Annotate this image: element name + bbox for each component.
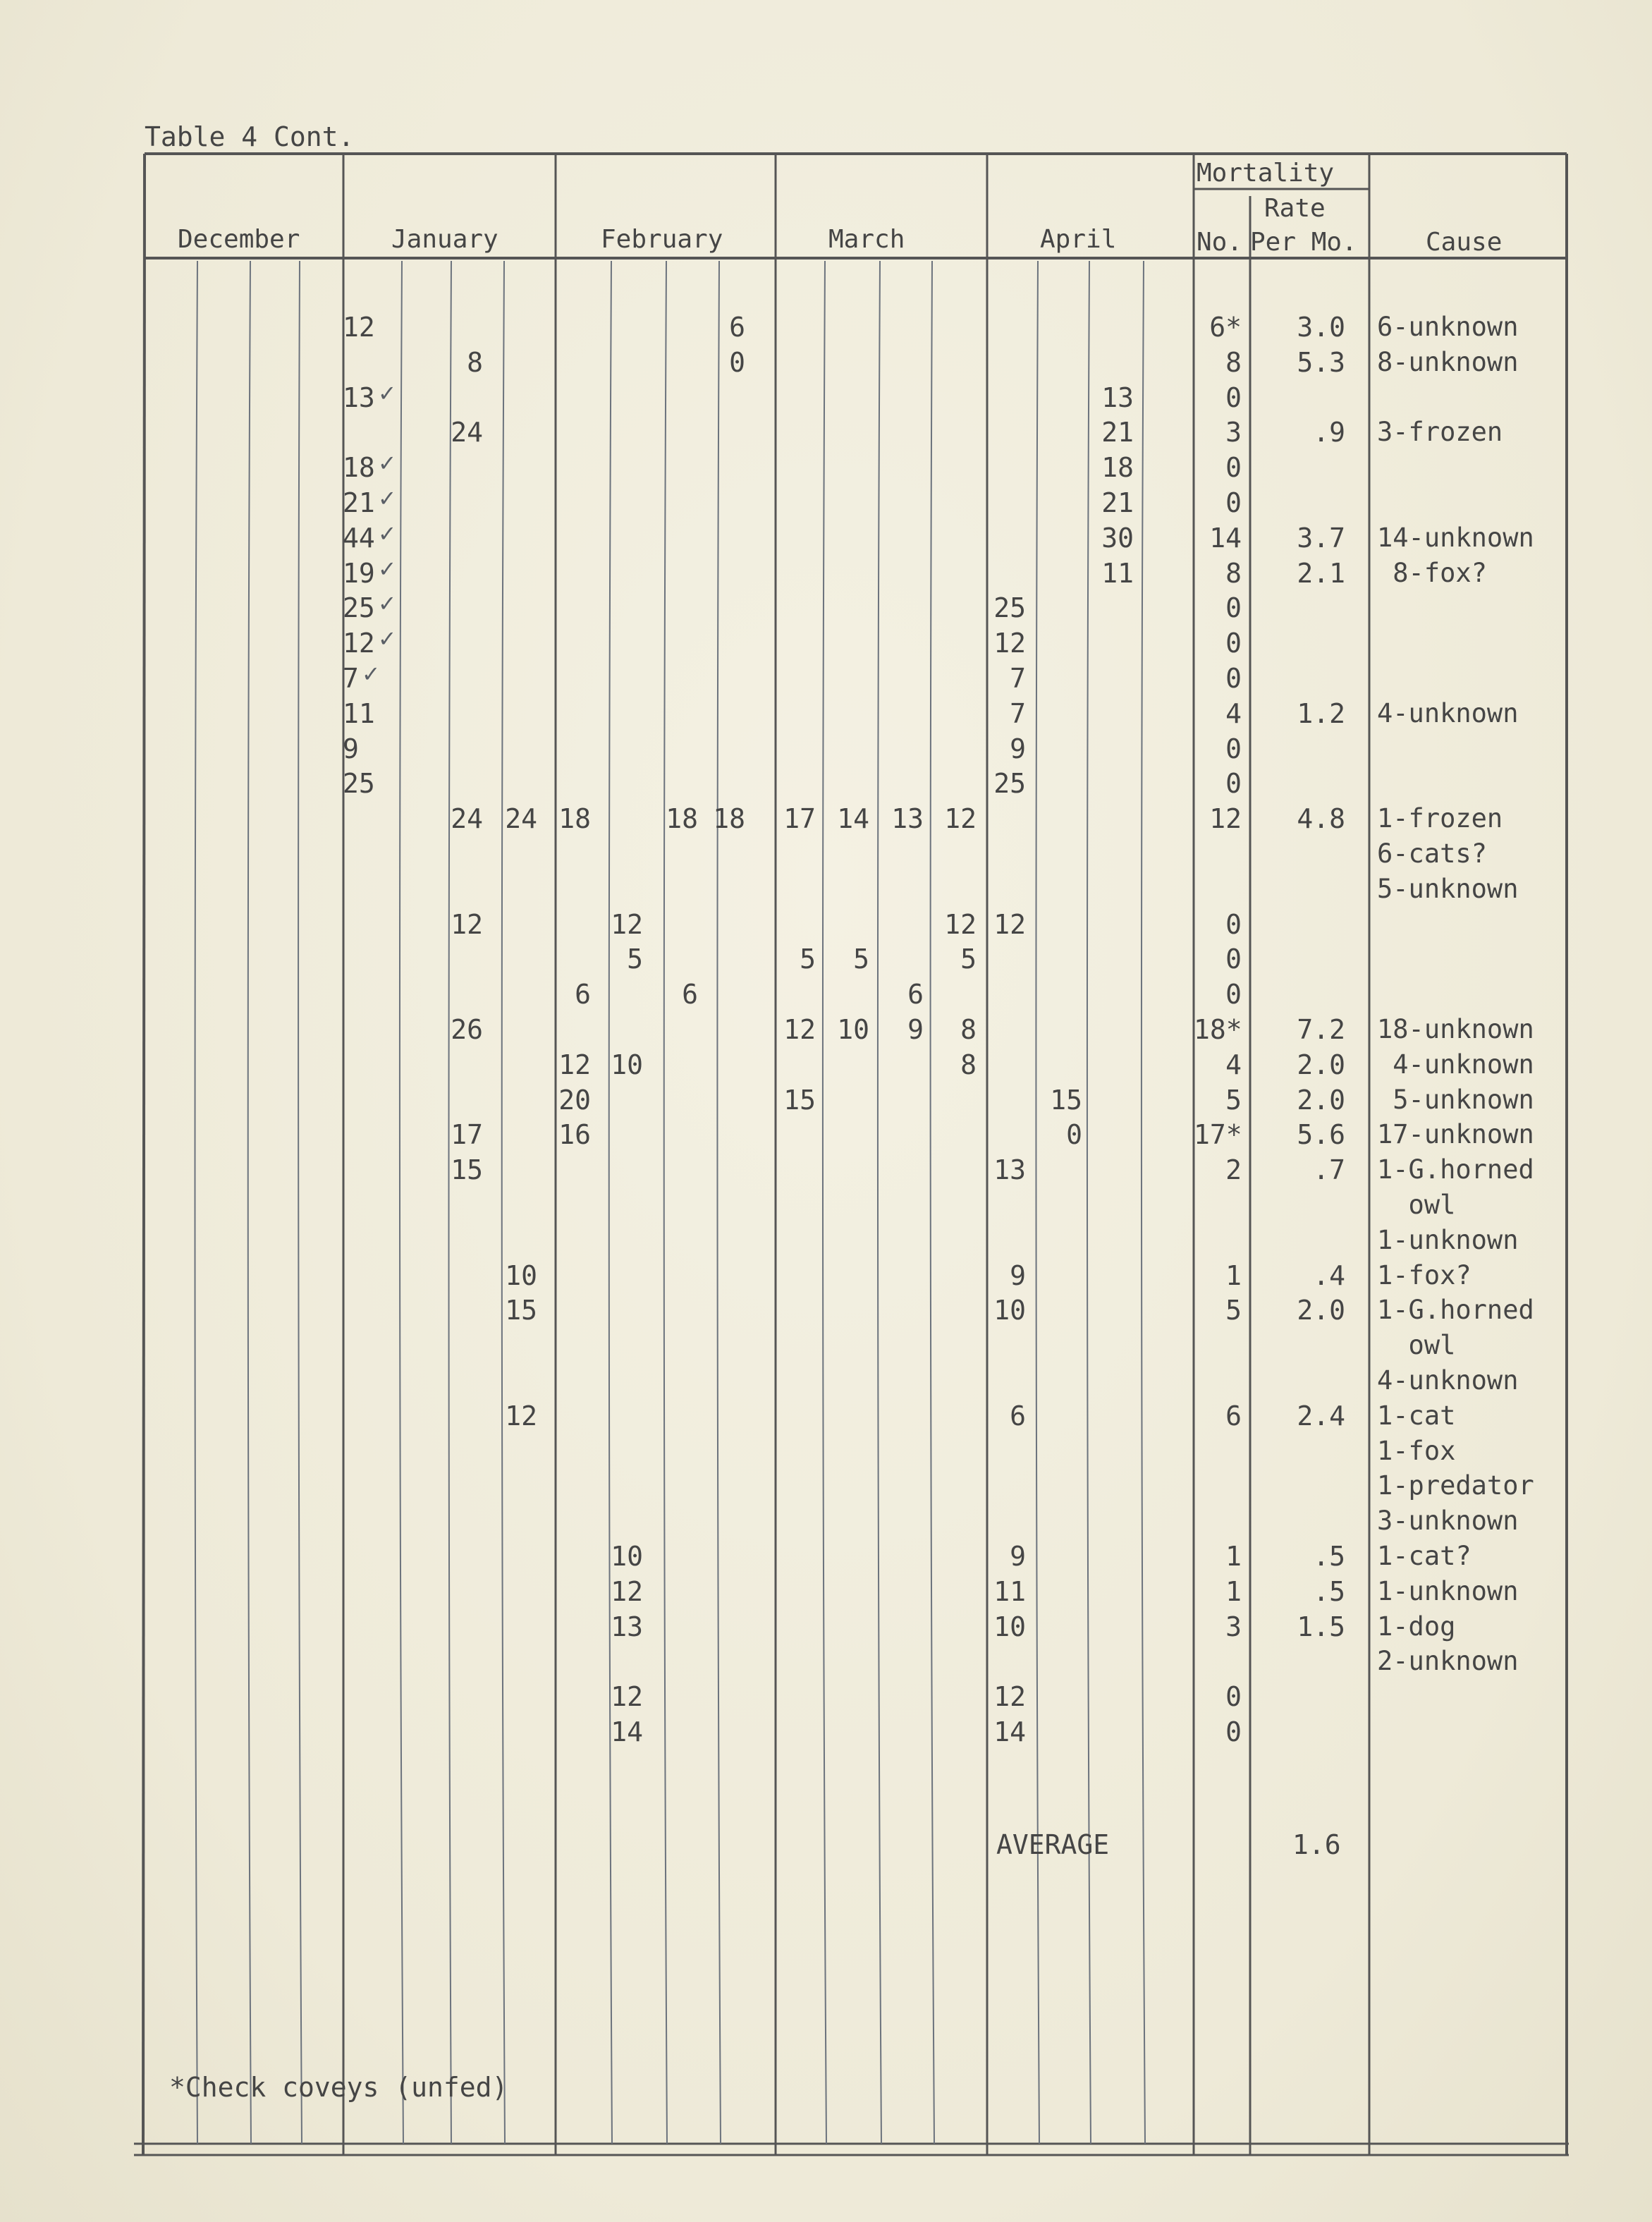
mortality-rate: 4.8 bbox=[1297, 803, 1345, 835]
footnote: *Check coveys (unfed) bbox=[169, 2072, 508, 2103]
cause-text: 1-G.horned bbox=[1377, 1295, 1534, 1326]
mortality-number: 0 bbox=[1225, 381, 1242, 413]
table-cell: 24 bbox=[451, 803, 483, 835]
table-cell: 20 bbox=[558, 1084, 591, 1116]
mortality-rate: 2.0 bbox=[1297, 1295, 1345, 1326]
check-mark-icon: ✓ bbox=[379, 448, 395, 478]
table-cell: 21 bbox=[343, 487, 375, 518]
mortality-rate: 2.1 bbox=[1297, 557, 1345, 589]
table-cell: 10 bbox=[837, 1014, 869, 1045]
mortality-rate: .5 bbox=[1313, 1575, 1345, 1607]
cause-text: owl bbox=[1377, 1190, 1456, 1220]
table-cell: 15 bbox=[783, 1084, 816, 1116]
table-cell: 21 bbox=[1101, 487, 1134, 518]
table-cell: 18 bbox=[1101, 452, 1134, 484]
check-mark-icon: ✓ bbox=[363, 659, 379, 688]
table-cell: 12 bbox=[343, 628, 375, 659]
mortality-number: 0 bbox=[1225, 733, 1242, 764]
table-cell: 26 bbox=[451, 1014, 483, 1045]
cause-text: 1-unknown bbox=[1377, 1575, 1519, 1606]
table-cell: 14 bbox=[837, 803, 869, 835]
header-january: January bbox=[391, 225, 498, 254]
cause-text: 8-fox? bbox=[1377, 557, 1487, 588]
table-cell: 25 bbox=[343, 592, 375, 624]
cause-text: 1-predator bbox=[1377, 1470, 1534, 1501]
table-cell: 25 bbox=[993, 592, 1026, 624]
cause-text: 4-unknown bbox=[1377, 1365, 1519, 1396]
table-cell: 7 bbox=[1010, 663, 1026, 694]
cause-text: 6-cats? bbox=[1377, 838, 1487, 869]
table-cell: 12 bbox=[611, 908, 643, 940]
table-cell: 9 bbox=[907, 1014, 924, 1045]
header-rate-line2: Per Mo. bbox=[1250, 228, 1357, 257]
cause-text: owl bbox=[1377, 1330, 1456, 1361]
mortality-number: 0 bbox=[1225, 628, 1242, 659]
table-cell: 17 bbox=[451, 1119, 483, 1151]
table-cell: 18 bbox=[666, 803, 698, 835]
mortality-rate: 5.6 bbox=[1297, 1119, 1345, 1151]
table-cell: 7 bbox=[1010, 697, 1026, 729]
table-cell: 21 bbox=[1101, 417, 1134, 448]
table-cell: 24 bbox=[505, 803, 537, 835]
mortality-rate: 2.0 bbox=[1297, 1084, 1345, 1116]
mortality-number: 6* bbox=[1209, 312, 1242, 343]
cause-text: 1-frozen bbox=[1377, 803, 1503, 834]
mortality-number: 5 bbox=[1225, 1295, 1242, 1326]
cause-text: 3-unknown bbox=[1377, 1506, 1519, 1537]
cause-text: 1-fox bbox=[1377, 1435, 1456, 1466]
mortality-number: 0 bbox=[1225, 768, 1242, 800]
header-mortality: Mortality bbox=[1197, 159, 1335, 188]
mortality-number: 0 bbox=[1225, 944, 1242, 975]
cause-text: 18-unknown bbox=[1377, 1014, 1534, 1044]
table-cell: 13 bbox=[343, 381, 375, 413]
cause-text: 6-unknown bbox=[1377, 312, 1519, 342]
table-cell: 12 bbox=[505, 1400, 537, 1432]
table-cell: 12 bbox=[944, 803, 977, 835]
header-march: March bbox=[828, 225, 905, 254]
table-cell: 5 bbox=[800, 944, 816, 975]
table-cell: 15 bbox=[1050, 1084, 1082, 1116]
table-cell: 8 bbox=[467, 346, 483, 378]
mortality-number: 12 bbox=[1209, 803, 1242, 835]
mortality-rate: 3.7 bbox=[1297, 522, 1345, 554]
table-cell: 0 bbox=[1066, 1119, 1082, 1151]
mortality-number: 0 bbox=[1225, 663, 1242, 694]
table-cell: 25 bbox=[343, 768, 375, 800]
cause-text: 1-dog bbox=[1377, 1611, 1456, 1642]
table-cell: 13 bbox=[611, 1611, 643, 1642]
table-cell: 8 bbox=[960, 1049, 977, 1080]
table-cell: 6 bbox=[1010, 1400, 1026, 1432]
table-cell: 11 bbox=[993, 1575, 1026, 1607]
table-cell: 6 bbox=[907, 979, 924, 1011]
table-cell: 16 bbox=[558, 1119, 591, 1151]
mortality-number: 0 bbox=[1225, 452, 1242, 484]
check-mark-icon: ✓ bbox=[379, 624, 395, 654]
table-cell: 13 bbox=[993, 1154, 1026, 1186]
table-cell: 7 bbox=[343, 663, 359, 694]
mortality-rate: 3.0 bbox=[1297, 312, 1345, 343]
cause-text: 1-cat? bbox=[1377, 1541, 1471, 1571]
table-cell: 10 bbox=[611, 1049, 643, 1080]
table-cell: 11 bbox=[1101, 557, 1134, 589]
header-april: April bbox=[1040, 225, 1117, 254]
table-cell: 24 bbox=[451, 417, 483, 448]
table-cell: 8 bbox=[960, 1014, 977, 1045]
mortality-number: 1 bbox=[1225, 1259, 1242, 1291]
check-mark-icon: ✓ bbox=[379, 518, 395, 548]
table-cell: 14 bbox=[611, 1716, 643, 1747]
table-cell: 25 bbox=[993, 768, 1026, 800]
table-cell: 5 bbox=[960, 944, 977, 975]
header-cause: Cause bbox=[1426, 228, 1503, 257]
mortality-number: 0 bbox=[1225, 908, 1242, 940]
mortality-number: 3 bbox=[1225, 417, 1242, 448]
table-cell: 12 bbox=[783, 1014, 816, 1045]
cause-text: 2-unknown bbox=[1377, 1646, 1519, 1677]
mortality-number: 3 bbox=[1225, 1611, 1242, 1642]
mortality-rate: 2.0 bbox=[1297, 1049, 1345, 1080]
table-cell: 9 bbox=[1010, 1259, 1026, 1291]
mortality-rate: 1.2 bbox=[1297, 697, 1345, 729]
cause-text: 1-cat bbox=[1377, 1400, 1456, 1431]
cause-text: 5-unknown bbox=[1377, 1084, 1534, 1115]
mortality-number: 0 bbox=[1225, 979, 1242, 1011]
cause-text: 3-frozen bbox=[1377, 417, 1503, 448]
cause-text: 4-unknown bbox=[1377, 697, 1519, 728]
cause-text: 1-fox? bbox=[1377, 1259, 1471, 1290]
table-cell: 18 bbox=[713, 803, 745, 835]
mortality-number: 2 bbox=[1225, 1154, 1242, 1186]
mortality-number: 8 bbox=[1225, 557, 1242, 589]
table-cell: 15 bbox=[451, 1154, 483, 1186]
mortality-number: 0 bbox=[1225, 1716, 1242, 1747]
table-cell: 13 bbox=[891, 803, 924, 835]
table-cell: 10 bbox=[993, 1611, 1026, 1642]
mortality-rate: .5 bbox=[1313, 1541, 1345, 1572]
table-cell: 12 bbox=[993, 908, 1026, 940]
mortality-number: 1 bbox=[1225, 1541, 1242, 1572]
mortality-rate: 2.4 bbox=[1297, 1400, 1345, 1432]
table-cell: 10 bbox=[611, 1541, 643, 1572]
mortality-number: 5 bbox=[1225, 1084, 1242, 1116]
cause-text: 1-unknown bbox=[1377, 1224, 1519, 1255]
check-mark-icon: ✓ bbox=[379, 378, 395, 408]
table-cell: 19 bbox=[343, 557, 375, 589]
table-cell: 15 bbox=[505, 1295, 537, 1326]
table-cell: 10 bbox=[993, 1295, 1026, 1326]
header-rate-line1: Rate bbox=[1264, 194, 1326, 223]
table-cell: 12 bbox=[343, 312, 375, 343]
mortality-number: 6 bbox=[1225, 1400, 1242, 1432]
mortality-rate: 1.5 bbox=[1297, 1611, 1345, 1642]
cause-text: 5-unknown bbox=[1377, 873, 1519, 904]
table-title: Table 4 Cont. bbox=[145, 121, 355, 152]
mortality-number: 8 bbox=[1225, 346, 1242, 378]
table-cell: 12 bbox=[993, 1681, 1026, 1713]
cause-text: 1-G.horned bbox=[1377, 1154, 1534, 1185]
average-rate: 1.6 bbox=[1292, 1829, 1341, 1860]
mortality-rate: .4 bbox=[1313, 1259, 1345, 1291]
table-cell: 9 bbox=[1010, 1541, 1026, 1572]
mortality-number: 1 bbox=[1225, 1575, 1242, 1607]
table-cell: 12 bbox=[611, 1575, 643, 1607]
mortality-rate: 5.3 bbox=[1297, 346, 1345, 378]
table-cell: 30 bbox=[1101, 522, 1134, 554]
table-cell: 5 bbox=[853, 944, 869, 975]
average-label: AVERAGE bbox=[996, 1829, 1110, 1860]
header-no: No. bbox=[1197, 228, 1243, 257]
mortality-number: 17* bbox=[1194, 1119, 1242, 1151]
mortality-number: 0 bbox=[1225, 1681, 1242, 1713]
table-cell: 6 bbox=[682, 979, 698, 1011]
table-cell: 9 bbox=[1010, 733, 1026, 764]
table-cell: 10 bbox=[505, 1259, 537, 1291]
table-cell: 9 bbox=[343, 733, 359, 764]
check-mark-icon: ✓ bbox=[379, 554, 395, 583]
mortality-rate: 7.2 bbox=[1297, 1014, 1345, 1045]
table-cell: 6 bbox=[575, 979, 591, 1011]
mortality-rate: .9 bbox=[1313, 417, 1345, 448]
table-cell: 13 bbox=[1101, 381, 1134, 413]
cause-text: 4-unknown bbox=[1377, 1049, 1534, 1080]
table-cell: 14 bbox=[993, 1716, 1026, 1747]
check-mark-icon: ✓ bbox=[379, 589, 395, 618]
table-cell: 12 bbox=[611, 1681, 643, 1713]
mortality-number: 4 bbox=[1225, 1049, 1242, 1080]
mortality-rate: .7 bbox=[1313, 1154, 1345, 1186]
check-mark-icon: ✓ bbox=[379, 484, 395, 513]
header-december: December bbox=[178, 225, 300, 254]
mortality-number: 0 bbox=[1225, 592, 1242, 624]
cause-text: 8-unknown bbox=[1377, 346, 1519, 377]
mortality-number: 4 bbox=[1225, 697, 1242, 729]
table-cell: 11 bbox=[343, 697, 375, 729]
table-cell: 18 bbox=[558, 803, 591, 835]
cause-text: 17-unknown bbox=[1377, 1119, 1534, 1150]
table-cell: 17 bbox=[783, 803, 816, 835]
table-cell: 6 bbox=[729, 312, 745, 343]
cause-text: 14-unknown bbox=[1377, 522, 1534, 553]
table-cell: 12 bbox=[451, 908, 483, 940]
mortality-number: 18* bbox=[1194, 1014, 1242, 1045]
table-cell: 12 bbox=[558, 1049, 591, 1080]
table-cell: 12 bbox=[944, 908, 977, 940]
table-cell: 12 bbox=[993, 628, 1026, 659]
mortality-number: 0 bbox=[1225, 487, 1242, 518]
table-cell: 44 bbox=[343, 522, 375, 554]
table-cell: 18 bbox=[343, 452, 375, 484]
header-february: February bbox=[601, 225, 723, 254]
table-cell: 0 bbox=[729, 346, 745, 378]
table-cell: 5 bbox=[627, 944, 643, 975]
mortality-number: 14 bbox=[1209, 522, 1242, 554]
